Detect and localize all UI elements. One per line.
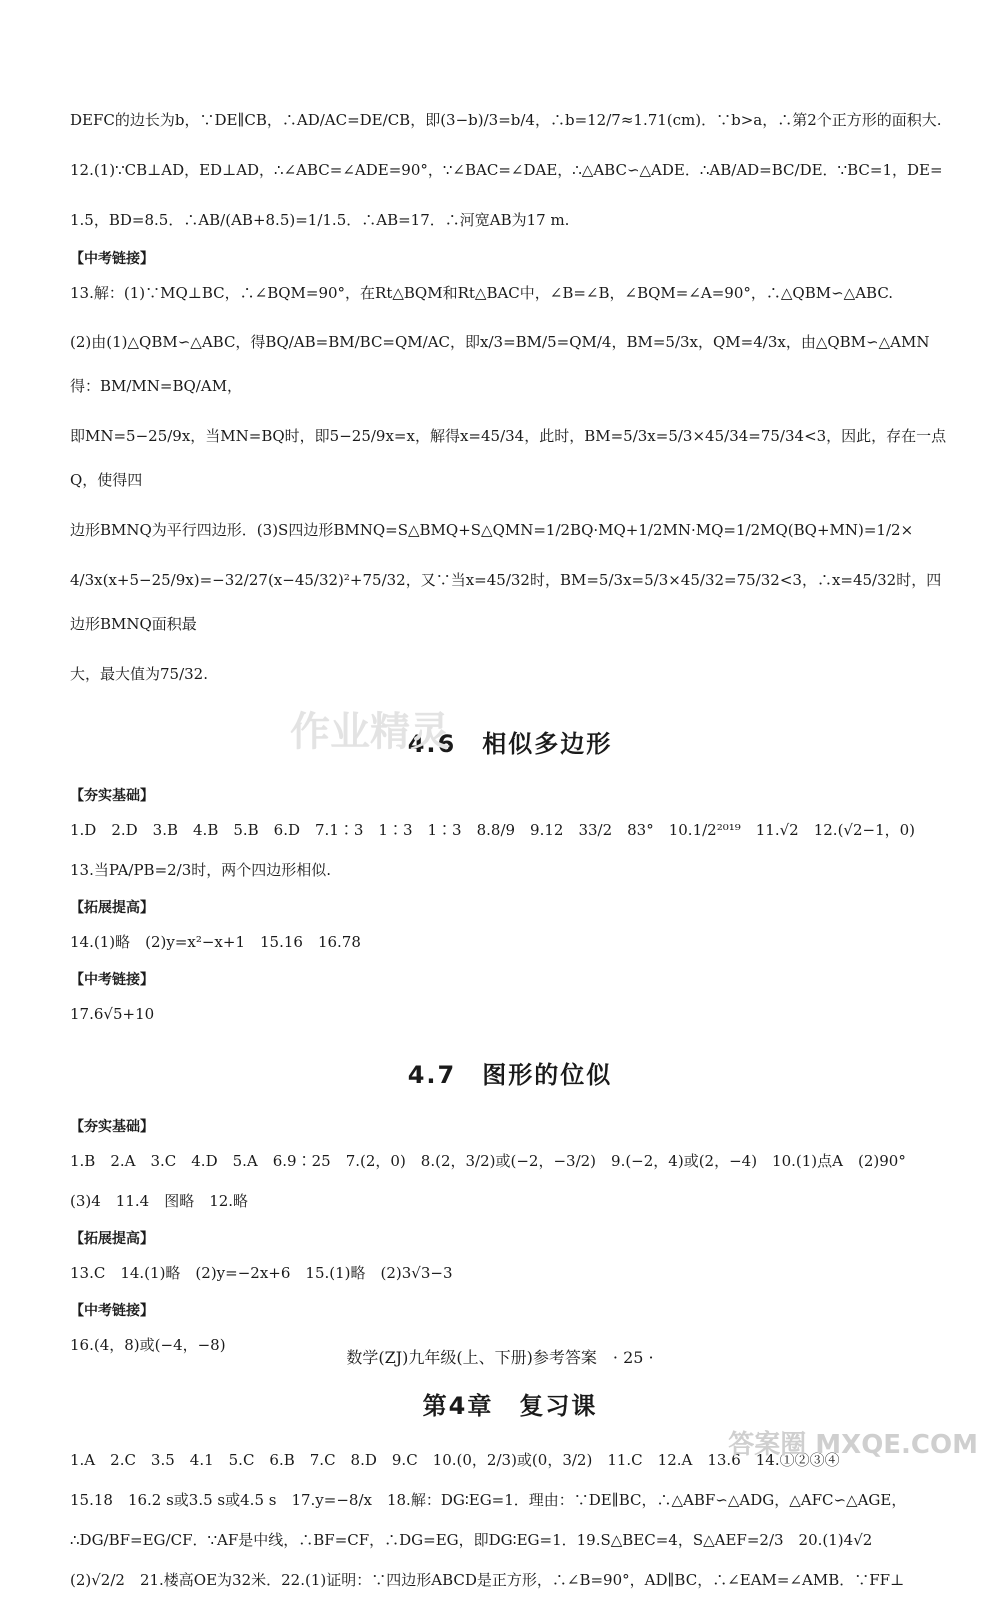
text-line: 13.解：(1)∵MQ⊥BC，∴∠BQM=90°，在Rt△BQM和Rt△BAC中，∠B=∠B，∠BQM=∠A=90°，∴△QBM∽△ABC. bbox=[70, 284, 894, 302]
text-line: 大，最大值为75/32. bbox=[70, 665, 208, 683]
answer-line: 13.当PA/PB=2/3时，两个四边形相似. bbox=[70, 861, 332, 879]
section-title: 第4章 复习课 bbox=[422, 1392, 598, 1420]
page-footer: 数学(ZJ)九年级(上、下册)参考答案 · 25 · bbox=[346, 1348, 654, 1367]
section-tag: 【中考链接】 bbox=[70, 972, 154, 988]
answer-line: ∴DG/BF=EG/CF．∵AF是中线，∴BF=CF，∴DG=EG，即DG∶EG=1．19.S△BEC=4，S△AEF=2/3 20.(1)4√2 bbox=[70, 1531, 873, 1549]
answer-line: 1.A 2.C 3.5 4.1 5.C 6.B 7.C 8.D 9.C 10.(0，2/3)或(0，3/2) 11.C 12.A 13.6 14.①②③④ bbox=[70, 1451, 840, 1469]
site-logo: 答案圈 MXQE.COM bbox=[728, 1430, 978, 1460]
answer-line: 16.(4，8)或(−4，−8) bbox=[70, 1336, 226, 1354]
answer-line: 1.B 2.A 3.C 4.D 5.A 6.9∶25 7.(2，0) 8.(2，3/2)或(−2，−3/2) 9.(−2，4)或(2，−4) 10.(1)点A (2)90° bbox=[70, 1152, 906, 1170]
text-line: 12.(1)∵CB⊥AD，ED⊥AD，∴∠ABC=∠ADE=90°，∵∠BAC=∠DAE，∴△ABC∽△ADE．∴AB/AD=BC/DE．∵BC=1，DE= bbox=[70, 161, 943, 179]
answer-line: (2)√2/2 21.楼高OE为32米．22.(1)证明：∵四边形ABCD是正方形，∴∠B=90°，AD∥BC，∴∠EAM=∠AMB．∵FF⊥ bbox=[70, 1571, 905, 1589]
answer-line: 17.6√5+10 bbox=[70, 1005, 155, 1023]
answer-line: 13.C 14.(1)略 (2)y=−2x+6 15.(1)略 (2)3√3−3 bbox=[70, 1264, 453, 1282]
watermark-text: 作业精灵 bbox=[290, 709, 450, 755]
text-line: 边形BMNQ为平行四边形．(3)S四边形BMNQ=S△BMQ+S△QMN=1/2BQ·MQ+1/2MN·MQ=1/2MQ(BQ+MN)=1/2× bbox=[70, 521, 914, 539]
section-tag: 【中考链接】 bbox=[70, 1303, 154, 1319]
answer-line: 14.(1)略 (2)y=x²−x+1 15.16 16.78 bbox=[70, 933, 361, 951]
text-line: 1.5，BD=8.5．∴AB/(AB+8.5)=1/1.5．∴AB=17．∴河宽AB为17 m. bbox=[70, 211, 570, 229]
section-title: 4.7 图形的位似 bbox=[407, 1061, 613, 1089]
answer-page bbox=[70, 98, 950, 1607]
text-line: 4/3x(x+5−25/9x)=−32/27(x−45/32)²+75/32，又∵当x=45/32时，BM=5/3x=5/3×45/32=75/32<3，∴x=45/32时，四边形BMNQ面积最 bbox=[70, 571, 942, 633]
section-tag: 【拓展提高】 bbox=[70, 1231, 154, 1247]
text-line: DEFC的边长为b，∵DE∥CB，∴AD/AC=DE/CB，即(3−b)/3=b/4，∴b=12/7≈1.71(cm)．∵b>a，∴第2个正方形的面积大. bbox=[70, 111, 942, 129]
section-tag: 【夯实基础】 bbox=[70, 788, 154, 804]
answer-line: 1.D 2.D 3.B 4.B 5.B 6.D 7.1∶3 1∶3 1∶3 8.8/9 9.12 33/2 83° 10.1/2²⁰¹⁹ 11.√2 12.(√2−1，0) bbox=[70, 821, 916, 839]
section-tag: 【中考链接】 bbox=[70, 251, 154, 267]
answer-line: 15.18 16.2 s或3.5 s或4.5 s 17.y=−8/x 18.解：DG∶EG=1．理由：∵DE∥BC，∴△ABF∽△ADG，△AFC∽△AGE， bbox=[70, 1491, 907, 1509]
section-title: 4.6 相似多边形 bbox=[407, 730, 613, 758]
text-line: 即MN=5−25/9x，当MN=BQ时，即5−25/9x=x，解得x=45/34，此时，BM=5/3x=5/3×45/34=75/34<3，因此，存在一点Q，使得四 bbox=[70, 427, 947, 489]
section-tag: 【夯实基础】 bbox=[70, 1119, 154, 1135]
text-line: (2)由(1)△QBM∽△ABC，得BQ/AB=BM/BC=QM/AC，即x/3=BM/5=QM/4，BM=5/3x，QM=4/3x，由△QBM∽△AMN得：BM/MN=BQ/AM， bbox=[70, 333, 930, 395]
answer-line: (3)4 11.4 图略 12.略 bbox=[70, 1192, 249, 1210]
section-tag: 【拓展提高】 bbox=[70, 900, 154, 916]
